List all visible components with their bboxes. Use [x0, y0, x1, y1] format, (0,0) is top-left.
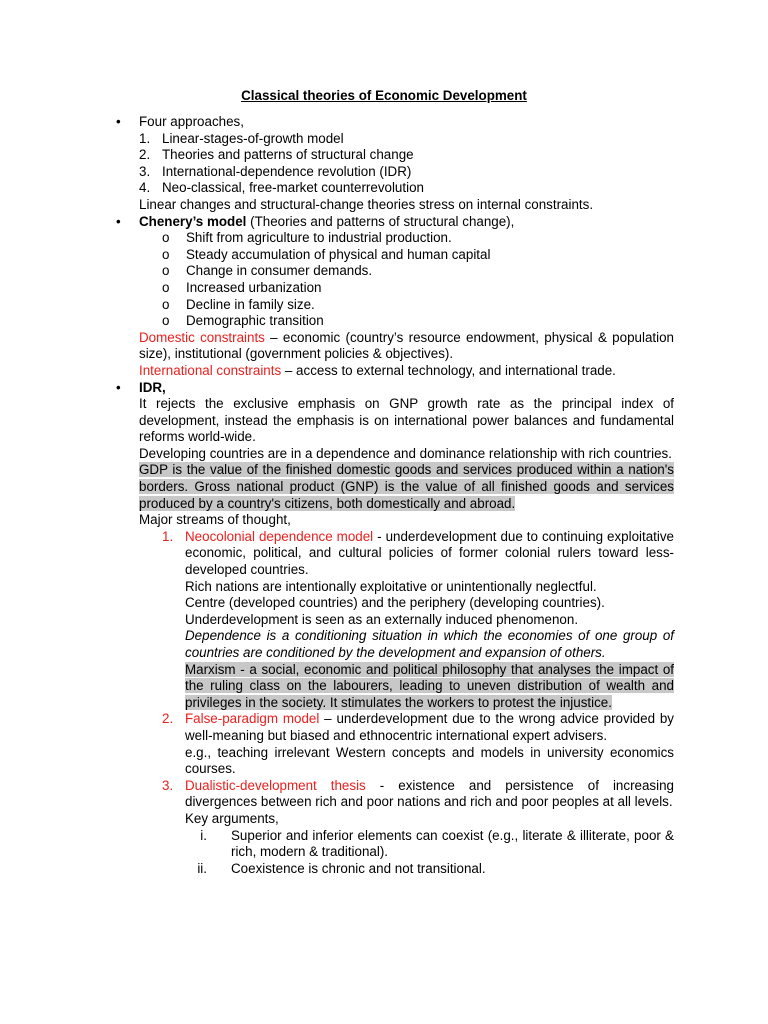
chenery-item: o Increased urbanization [162, 279, 322, 295]
idr-heading: IDR, [139, 379, 166, 395]
dependence-definition: Dependence is a conditioning situation in which the economies of one group of countries are conditioned by the development and expansion of others. [185, 628, 674, 660]
stream-item-false-paradigm: 2. False-paradigm model – underdevelopment due to the wrong advice provided by well-meaning but biased and ethnocentric international expert advisers. e.g., teaching irrelevant Western concepts and models in university economics courses. [162, 711, 674, 777]
bullet-marker: • [116, 114, 121, 129]
approach-item: 1. Linear-stages-of-growth model [139, 130, 344, 146]
gdp-gnp-note: GDP is the value of the finished domestic goods and services produced within a nation's borders. Gross national product (GNP) is the value of all finished goods and services produced by a country's citizens, both domestically and abroad. [139, 462, 674, 511]
stream-label: False-paradigm model [185, 711, 320, 727]
bullet-marker: • [116, 379, 121, 395]
approach-item: 3. International-dependence revolution (IDR) [139, 163, 412, 179]
idr-paragraph-2: Developing countries are in a dependence and dominance relationship with rich countries. [139, 445, 672, 461]
streams-list [139, 529, 674, 828]
idr-paragraph-1: It rejects the exclusive emphasis on GNP growth rate as the principal index of development, instead the emphasis is on international power balances and fundamental reforms world-wide. [139, 396, 674, 445]
approaches-note: Linear changes and structural-change theories stress on internal constraints. [139, 196, 594, 212]
bullet-chenery-model [116, 213, 674, 231]
key-argument-item: i. Superior and inferior elements can coexist (e.g., literate & illiterate, poor & rich, modern & traditional). [200, 827, 674, 860]
stream-line: Centre (developed countries) and the periphery (developing countries). [185, 595, 605, 611]
bullet-four-approaches [116, 114, 674, 131]
chenery-heading: Chenery’s model [139, 213, 247, 229]
chenery-item: o Steady accumulation of physical and human capital [162, 246, 491, 262]
stream-example: e.g., teaching irrelevant Western concepts and models in university economics courses. [185, 744, 674, 777]
chenery-heading-rest: (Theories and patterns of structural change), [246, 213, 515, 229]
chenery-item: o Demographic transition [162, 313, 324, 329]
stream-label: Dualistic-development thesis [185, 777, 366, 793]
approach-item: 4. Neo-classical, free-market counterrevolution [139, 180, 424, 196]
international-constraints: International constraints – access to external technology, and international trade. [139, 362, 616, 378]
document-body [116, 114, 674, 877]
document-title: Classical theories of Economic Development [241, 88, 527, 103]
key-arguments-intro: Key arguments, [185, 810, 279, 826]
chenery-item: o Decline in family size. [162, 296, 315, 312]
stream-item-dualistic: 3. Dualistic-development thesis - existence and persistence of increasing divergences between rich and poor nations and rich and poor peoples at all levels. Key arguments, [162, 777, 674, 826]
international-constraints-label: International constraints [139, 362, 282, 378]
streams-intro: Major streams of thought, [139, 512, 291, 528]
bullet-idr [116, 379, 674, 397]
stream-item-neocolonial: 1. Neocolonial dependence model - underdevelopment due to continuing exploitative economic, political, and cultural policies of former colonial rulers toward less-developed countries. Rich nations are intentionally exploitative or unintentionally neglectful. Centre (developed countries) and the periphery (developing countries). Underdevelopment is seen as an externally induced phenomenon. Dependence is a conditioning situation in which the economies of one group of countries are conditioned by the development and expansion of others. Marxism - a social, economic and political philosophy that analyses the impact of the ruling class on the labourers, leading to uneven distribution of wealth and privileges in the society. It stimulates the workers to protest the injustice. [162, 528, 674, 710]
stream-line: Rich nations are intentionally exploitative or unintentionally neglectful. [185, 578, 597, 594]
approaches-intro: Four approaches, [139, 114, 244, 129]
approach-item: 2. Theories and patterns of structural change [139, 147, 414, 163]
key-argument-item: ii. Coexistence is chronic and not transitional. [197, 860, 486, 876]
domestic-constraints-label: Domestic constraints [139, 329, 265, 345]
stream-line: Underdevelopment is seen as an externally induced phenomenon. [185, 611, 579, 627]
bullet-marker: • [116, 213, 121, 229]
marxism-note: Marxism - a social, economic and political philosophy that analyses the impact of the ruling class on the labourers, leading to uneven distribution of wealth and privileges in the society. It stimulates the workers to protest the injustice. [185, 661, 674, 710]
chenery-item: o Change in consumer demands. [162, 263, 373, 279]
stream-label: Neocolonial dependence model [185, 528, 374, 544]
chenery-item: o Shift from agriculture to industrial production. [162, 230, 452, 246]
domestic-constraints: Domestic constraints – economic (country’s resource endowment, physical & population size), institutional (government policies & objectives). [139, 329, 674, 362]
